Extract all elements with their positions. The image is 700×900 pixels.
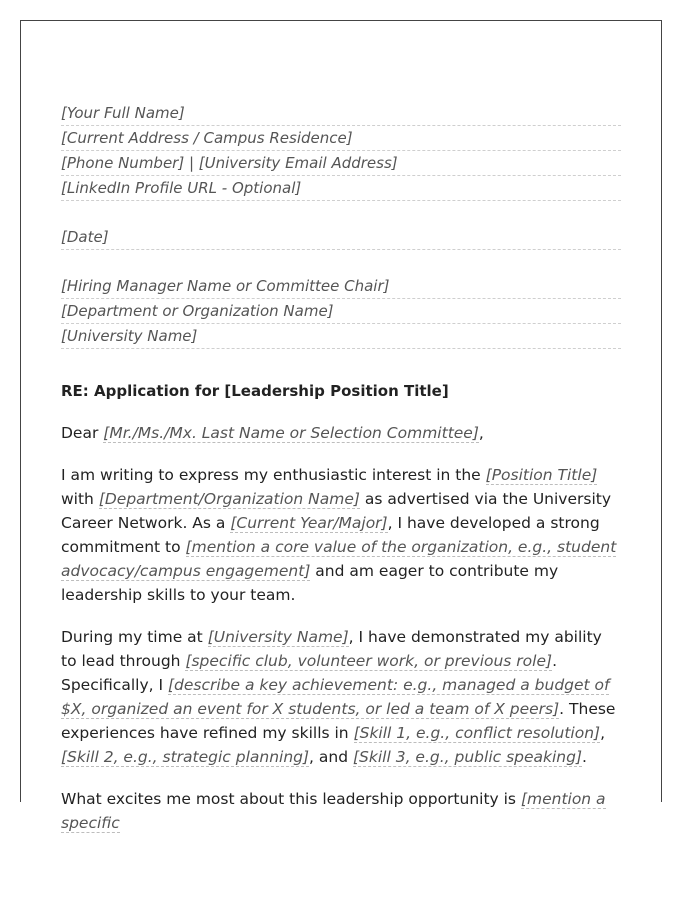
paragraph-text: What excites me most about this leadership opportunity is [61,790,521,808]
position-title-placeholder[interactable]: [Position Title] [485,466,598,484]
paragraph-text: . [582,748,587,766]
paragraph-text: as advertised via the University Career Network. As a [61,490,612,532]
skill-2-placeholder[interactable]: [Skill 2, e.g., strategic planning] [61,748,310,766]
salutation-prefix: Dear [61,424,104,442]
paragraph-text: During my time at [61,628,208,646]
recipient-university-field[interactable]: [University Name] [61,324,621,349]
paragraph-text: with [61,490,99,508]
core-value-placeholder[interactable]: [mention a core value of the organization, e.g., student advocacy/campus engagement] [61,538,617,580]
paragraph-text: . These experiences have refined my skills in [61,700,616,742]
skill-1-placeholder[interactable]: [Skill 1, e.g., conflict resolution] [353,724,601,742]
letter-page [20,20,662,832]
sender-contact-field[interactable]: [Phone Number] | [University Email Address] [61,151,621,176]
recipient-department-field[interactable]: [Department or Organization Name] [61,299,621,324]
subject-line: RE: Application for [Leadership Position Title] [61,382,449,400]
opportunity-placeholder[interactable]: [mention a specific [61,790,606,832]
paragraph-text: I am writing to express my enthusiastic interest in the [61,466,486,484]
paragraph-text: . Specifically, I [61,652,557,694]
sender-name-field[interactable]: [Your Full Name] [61,101,621,126]
university-placeholder[interactable]: [University Name] [207,628,349,646]
paragraph-text: , I have demonstrated my ability to lead through [61,628,602,670]
salutation-placeholder[interactable]: [Mr./Ms./Mx. Last Name or Selection Committee] [103,424,479,442]
body-paragraph-2 [61,625,621,769]
paragraph-text: , and [309,748,353,766]
spacer [61,250,621,274]
skill-3-placeholder[interactable]: [Skill 3, e.g., public speaking] [353,748,583,766]
salutation [61,421,621,445]
letter-content [61,101,621,835]
paragraph-text: , I have developed a strong commitment to [61,514,600,556]
sender-address-field[interactable]: [Current Address / Campus Residence] [61,126,621,151]
spacer [61,201,621,225]
body-paragraph-1 [61,463,621,607]
salutation-suffix: , [478,424,484,442]
recipient-manager-field[interactable]: [Hiring Manager Name or Committee Chair] [61,274,621,299]
date-field[interactable]: [Date] [61,225,621,250]
sender-linkedin-field[interactable]: [LinkedIn Profile URL - Optional] [61,176,621,201]
paragraph-text: , [600,724,606,742]
achievement-placeholder[interactable]: [describe a key achievement: e.g., managed a budget of $X, organized an event for X students, or led a team of X peers] [61,676,610,718]
organization-placeholder[interactable]: [Department/Organization Name] [98,490,360,508]
paragraph-text: and am eager to contribute my leadership skills to your team. [61,562,559,604]
year-major-placeholder[interactable]: [Current Year/Major] [230,514,388,532]
experience-placeholder[interactable]: [specific club, volunteer work, or previous role] [185,652,553,670]
body-paragraph-3 [61,787,621,835]
